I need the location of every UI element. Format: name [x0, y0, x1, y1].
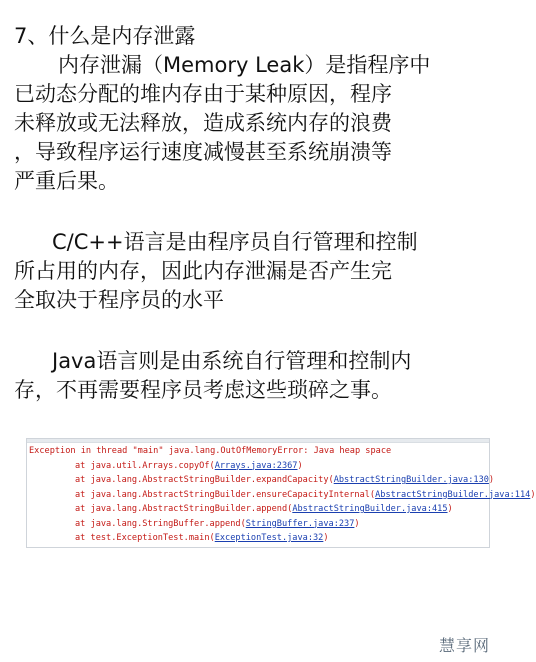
stack-frame-link[interactable]: AbstractStringBuilder.java:114 — [375, 489, 531, 500]
stack-frame: at java.lang.StringBuffer.append(StringBuffer.java:237) — [75, 518, 360, 529]
paragraph-1-line-1: 内存泄漏（Memory Leak）是指程序中 — [58, 53, 431, 77]
stack-frame-link[interactable]: AbstractStringBuilder.java:415 — [292, 504, 448, 514]
stack-frame: at test.ExceptionTest.main(ExceptionTest.java:32) — [75, 533, 329, 543]
stack-frame-link[interactable]: AbstractStringBuilder.java:130 — [333, 475, 489, 485]
paragraph-2-line-3: 全取决于程序员的水平 — [14, 288, 224, 312]
exception-line: Exception in thread "main" java.lang.OutOfMemoryError: Java heap space — [29, 446, 392, 456]
paragraph-3-line-2: 存，不再需要程序员考虑这些琐碎之事。 — [14, 378, 392, 402]
console-body — [27, 443, 536, 547]
console-output-screenshot — [26, 438, 536, 548]
section-heading: 7、什么是内存泄露 — [14, 24, 196, 48]
stack-frame: at java.util.Arrays.copyOf(Arrays.java:2367) — [75, 460, 303, 471]
paragraph-2-line-1: C/C++语言是由程序员自行管理和控制 — [52, 230, 418, 254]
stack-frame: at java.lang.AbstractStringBuilder.ensureCapacityInternal(AbstractStringBuilder.java:114) — [75, 489, 536, 500]
stack-frame-link[interactable]: ExceptionTest.java:32 — [214, 533, 324, 543]
stack-frame: at java.lang.AbstractStringBuilder.expandCapacity(AbstractStringBuilder.java:130) — [75, 475, 495, 485]
document-body — [14, 22, 486, 405]
stack-frame-link[interactable]: StringBuffer.java:237 — [245, 518, 355, 529]
stack-frame: at java.lang.AbstractStringBuilder.append(AbstractStringBuilder.java:415) — [75, 504, 453, 514]
paragraph-1-line-5: 严重后果。 — [14, 169, 119, 193]
paragraph-1-line-4: ，导致程序运行速度减慢甚至系统崩溃等 — [14, 140, 392, 164]
paragraph-3-line-1: Java语言则是由系统自行管理和控制内 — [52, 349, 412, 373]
paragraph-1-line-2: 已动态分配的堆内存由于某种原因，程序 — [14, 82, 392, 106]
paragraph-1-line-3: 未释放或无法释放，造成系统内存的浪费 — [14, 111, 392, 135]
site-watermark: 慧享网 — [438, 636, 490, 655]
stack-frame-link[interactable]: Arrays.java:2367 — [214, 460, 298, 471]
paragraph-2-line-2: 所占用的内存，因此内存泄漏是否产生完 — [14, 259, 392, 283]
